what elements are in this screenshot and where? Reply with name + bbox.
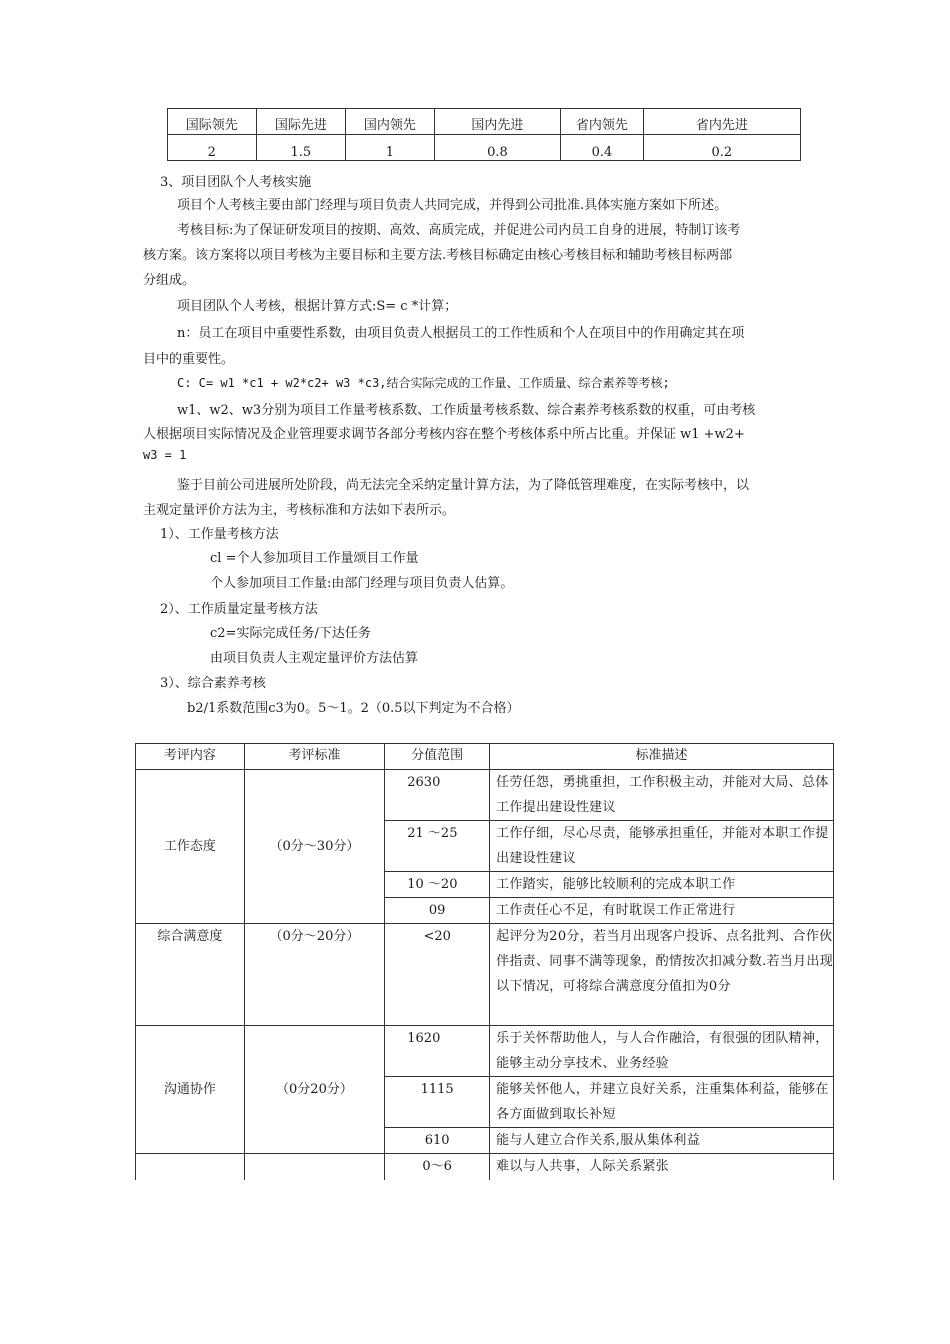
- evaluation-table: [135, 743, 834, 1180]
- paragraph-line: b2/1系数范围c3为0。5〜1。2（0.5以下判定为不合格）: [187, 701, 520, 716]
- content-cell: 综合满意度: [136, 924, 245, 1026]
- formula-line: C: C= w1 *c1 + w2*c2+ w3 *c3,结合实际完成的工作量、工作质量、综合素养等考核;: [177, 376, 670, 390]
- range-cell: 610: [385, 1128, 490, 1154]
- header-cell: 国内先进: [434, 109, 560, 135]
- level-coefficient-table: [167, 108, 801, 161]
- table-header-row: [136, 744, 834, 770]
- section-heading: 3、项目团队个人考核实施: [160, 175, 312, 190]
- header-cell: 国际先进: [256, 109, 346, 135]
- header-cell: 国际领先: [168, 109, 257, 135]
- table-row: [168, 135, 801, 161]
- header-cell: 分值范围: [385, 744, 490, 770]
- header-cell: 考评内容: [136, 744, 245, 770]
- standard-cell: （0分〜20分）: [244, 924, 385, 1026]
- standard-cell: [244, 1154, 385, 1180]
- paragraph-line: 主观定量评价方法为主，考核标准和方法如下表所示。: [143, 503, 456, 518]
- subsection-heading: 1）、工作量考核方法: [160, 527, 279, 542]
- value-cell: 0.4: [561, 135, 644, 161]
- header-cell: 省内领先: [561, 109, 644, 135]
- paragraph-line: 个人参加项目工作量:由部门经理与项目负责人估算。: [210, 576, 514, 591]
- subsection-heading: 3）、综合素养考核: [160, 676, 266, 691]
- description-cell: 难以与人共事，人际关系紧张: [490, 1154, 834, 1180]
- content-cell: 沟通协作: [136, 1026, 245, 1154]
- content-cell: 工作态度: [136, 770, 245, 924]
- paragraph-line: w3 = 1: [143, 448, 187, 462]
- description-cell: 起评分为20分，若当月出现客户投诉、点名批判、合作伙伴指责、同事不满等现象，酌情按次扣减分数.若当月出现以下情况，可将综合满意度分值扣为0分: [490, 924, 834, 1026]
- table-header-row: [168, 109, 801, 135]
- standard-cell: （0分20分）: [244, 1026, 385, 1154]
- value-cell: 2: [168, 135, 257, 161]
- range-cell: 2630: [385, 770, 490, 821]
- content-cell: [136, 1154, 245, 1180]
- formula-line: cl =个人参加项目工作量颂目工作量: [210, 551, 419, 566]
- table-row: [136, 1026, 834, 1077]
- description-cell: 能与人建立合作关系,服从集体利益: [490, 1128, 834, 1154]
- range-cell: <20: [385, 924, 490, 1026]
- description-cell: 能够关怀他人，并建立良好关系，注重集体利益，能够在各方面做到取长补短: [490, 1077, 834, 1128]
- table-row: [136, 924, 834, 1026]
- header-cell: 标准描述: [490, 744, 834, 770]
- paragraph-line: 考核目标:为了保证研发项目的按期、高效、高质完成，并促进公司内员工自身的进展，特制订该考: [177, 223, 741, 238]
- description-cell: 工作仔细，尽心尽责，能够承担重任，并能对本职工作提出建设性建议: [490, 821, 834, 872]
- subsection-heading: 2）、工作质量定量考核方法: [160, 602, 318, 617]
- paragraph-line: 分组成。: [143, 273, 196, 288]
- paragraph-line: 鉴于目前公司进展所处阶段，尚无法完全采纳定量计算方法，为了降低管理难度，在实际考核中，以: [177, 478, 750, 493]
- formula-line: c2=实际完成任务/下达任务: [210, 626, 371, 641]
- paragraph-line: 核方案。该方案将以项目考核为主要目标和主要方法.考核目标确定由核心考核目标和辅助考核目标两部: [143, 248, 733, 263]
- table-row: [136, 1154, 834, 1180]
- paragraph-line: 人根据项目实际情况及企业管理要求调节各部分考核内容在整个考核体系中所占比重。并保证 w1 +w2+: [143, 427, 745, 442]
- header-cell: 考评标准: [244, 744, 385, 770]
- value-cell: 1.5: [256, 135, 346, 161]
- range-cell: 09: [385, 898, 490, 924]
- paragraph: 项目个人考核主要由部门经理与项目负责人共同完成，并得到公司批准.具体实施方案如下所述。: [177, 198, 728, 213]
- value-cell: 1: [346, 135, 435, 161]
- range-cell: 1620: [385, 1026, 490, 1077]
- paragraph-line: 目中的重要性。: [143, 352, 235, 367]
- formula-line: 项目团队个人考核，根据计算方式:S= c *计算；: [177, 299, 458, 314]
- table-row: [136, 770, 834, 821]
- description-cell: 任劳任怨，勇挑重担，工作积极主动，并能对大局、总体工作提出建设性建议: [490, 770, 834, 821]
- paragraph-line: n：员工在项目中重要性系数，由项目负责人根据员工的工作性质和个人在项目中的作用确定其在项: [177, 326, 745, 341]
- header-cell: 省内先进: [643, 109, 800, 135]
- header-cell: 国内领先: [346, 109, 435, 135]
- paragraph-line: w1、w2、w3分别为项目工作量考核系数、工作质量考核系数、综合素养考核系数的权重，可由考核: [177, 403, 756, 418]
- description-cell: 工作责任心不足，有时耽误工作正常进行: [490, 898, 834, 924]
- range-cell: 1115: [385, 1077, 490, 1128]
- value-cell: 0.8: [434, 135, 560, 161]
- range-cell: 10 〜20: [385, 872, 490, 898]
- range-cell: 0〜6: [385, 1154, 490, 1180]
- standard-cell: （0分〜30分）: [244, 770, 385, 924]
- value-cell: 0.2: [643, 135, 800, 161]
- range-cell: 21 〜25: [385, 821, 490, 872]
- description-cell: 工作踏实，能够比较顺利的完成本职工作: [490, 872, 834, 898]
- paragraph-line: 由项目负责人主观定量评价方法估算: [210, 651, 419, 666]
- description-cell: 乐于关怀帮助他人，与人合作融洽，有很强的团队精神，能够主动分享技术、业务经验: [490, 1026, 834, 1077]
